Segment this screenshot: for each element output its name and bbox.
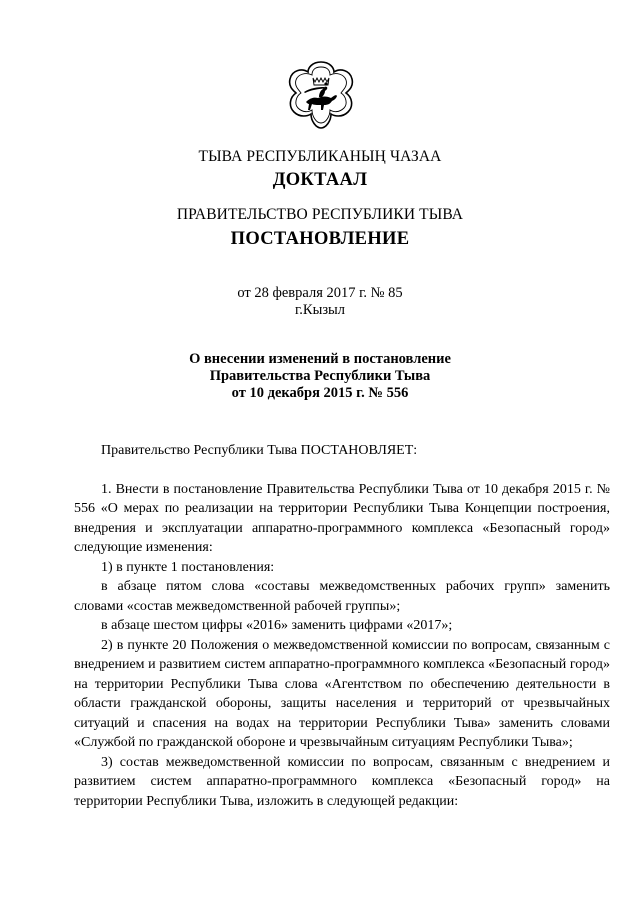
body-paragraph: в абзаце пятом слова «составы межведомственных рабочих групп» заменить словами «состав межведомственной рабочей группы»;	[74, 579, 610, 614]
document-date-number: от 28 февраля 2017 г. № 85	[237, 285, 403, 301]
document-body	[74, 441, 610, 811]
resolution-intro: Правительство Республики Тыва ПОСТАНОВЛЯЕТ:	[101, 443, 418, 458]
subject-line: О внесении изменений в постановление	[189, 351, 451, 367]
document-subject	[0, 351, 640, 402]
subject-line: Правительства Республики Тыва	[209, 368, 431, 384]
document-city: г.Кызыл	[294, 302, 346, 318]
body-paragraph: 2) в пункте 20 Положения о межведомственной комиссии по вопросам, связанным с внедрением и развитием систем аппаратно-программного комплекса «Безопасный город» на территории Республики Тыва слова «Агентством по обеспечению деятельности в области гражданской обороны, защиты населения и территорий от чрезвычайных ситуаций и спасения на водах на территории Республики Тыва» заменить словами «Службой по гражданской обороне и чрезвычайным ситуациям Республики Тыва»;	[74, 637, 610, 750]
russian-org-name: ПРАВИТЕЛЬСТВО РЕСПУБЛИКИ ТЫВА	[176, 206, 464, 223]
body-paragraph: 3) состав межведомственной комиссии по вопросам, связанным с внедрением и развитием систем аппаратно-программного комплекса «Безопасный город» на территории Республики Тыва, изложить в следующей редакции:	[74, 754, 610, 809]
body-paragraph: в абзаце шестом цифры «2016» заменить цифрами «2017»;	[101, 618, 453, 633]
body-paragraph: 1. Внести в постановление Правительства Республики Тыва от 10 декабря 2015 г. № 556 «О мерах по реализации на территории Республики Тыва Концепции построения, внедрения и эксплуатации аппаратно-программного комплекса «Безопасный город» следующие изменения:	[74, 481, 610, 555]
russian-doc-type: ПОСТАНОВЛЕНИЕ	[230, 229, 410, 249]
body-paragraph: 1) в пункте 1 постановления:	[101, 559, 275, 575]
tuva-coat-of-arms-icon	[284, 58, 358, 132]
subject-line: от 10 декабря 2015 г. № 556	[231, 385, 409, 401]
tuvan-doc-type: ДОКТААЛ	[272, 170, 368, 190]
tuvan-org-name: ТЫВА РЕСПУБЛИКАНЫҢ ЧАЗАА	[198, 148, 442, 165]
